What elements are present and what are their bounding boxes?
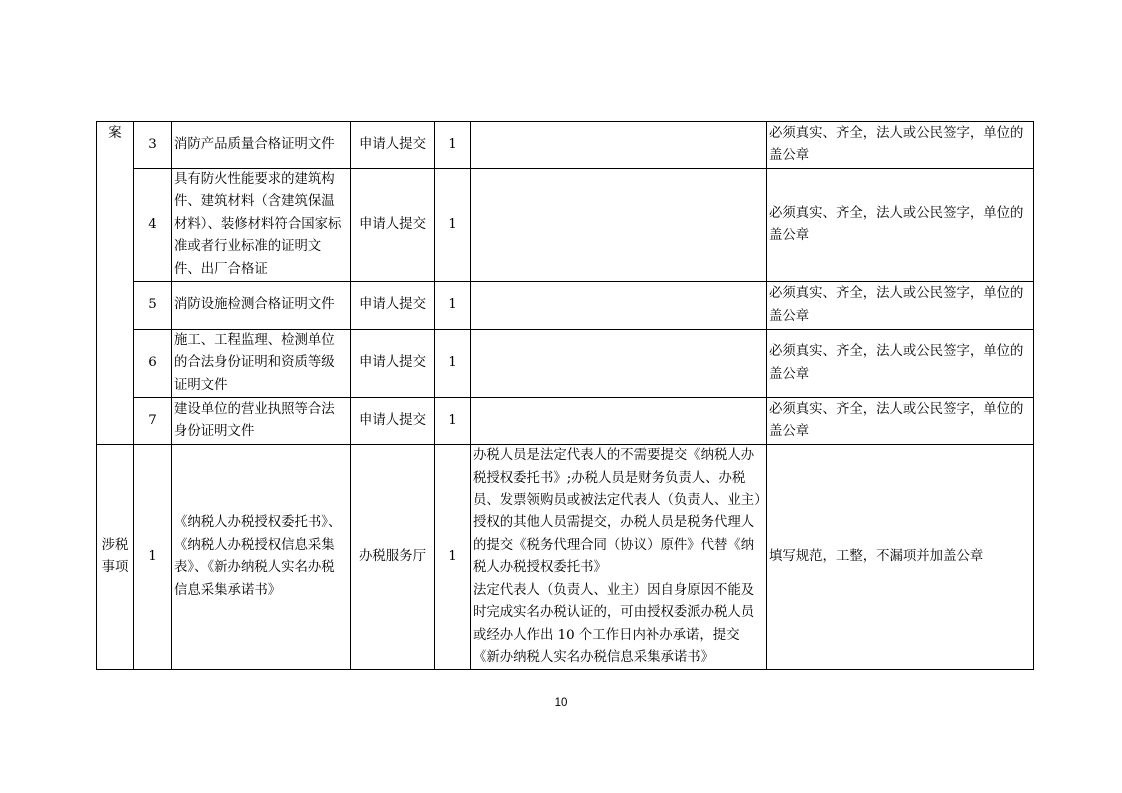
material-note xyxy=(471,282,767,330)
table-row xyxy=(97,122,1034,169)
material-requirement: 必须真实、齐全，法人或公民签字，单位的盖公章 xyxy=(767,330,1034,398)
material-note xyxy=(471,445,767,670)
category-cell: 案 xyxy=(97,122,134,445)
material-name: 具有防火性能要求的建筑构件、建筑材料（含建筑保温材料）、装修材料符合国家标准或者行业标准的证明文件、出厂合格证 xyxy=(172,169,351,282)
table-row xyxy=(97,445,1034,670)
material-quantity: 1 xyxy=(435,169,471,282)
material-requirement: 必须真实、齐全，法人或公民签字，单位的盖公章 xyxy=(767,122,1034,169)
material-quantity: 1 xyxy=(435,282,471,330)
material-source: 申请人提交 xyxy=(351,330,435,398)
materials-table xyxy=(96,121,1034,670)
category-cell: 涉税事项 xyxy=(97,445,134,670)
material-requirement: 必须真实、齐全，法人或公民签字，单位的盖公章 xyxy=(767,398,1034,445)
row-number: 6 xyxy=(134,330,172,398)
material-requirement: 必须真实、齐全，法人或公民签字，单位的盖公章 xyxy=(767,282,1034,330)
note-paragraph: 办税人员是法定代表人的不需要提交《纳税人办税授权委托书》;办税人员是财务负责人、办税员、发票领购员或被法定代表人（负责人、业主）授权的其他人员需提交，办税人员是税务代理人的提交《税务代理合同（协议）原件》代替《纳税人办税授权委托书》 xyxy=(473,448,761,576)
row-number: 5 xyxy=(134,282,172,330)
table-row xyxy=(97,398,1034,445)
material-source: 办税服务厅 xyxy=(351,445,435,670)
material-quantity: 1 xyxy=(435,398,471,445)
material-note xyxy=(471,122,767,169)
material-name: 消防产品质量合格证明文件 xyxy=(172,122,351,169)
row-number: 1 xyxy=(134,445,172,670)
note-paragraph: 法定代表人（负责人、业主）因自身原因不能及时完成实名办税认证的，可由授权委派办税人员或经办人作出 10 个工作日内补办承诺，提交《新办纳税人实名办税信息采集承诺书》 xyxy=(473,582,755,665)
material-quantity: 1 xyxy=(435,122,471,169)
table-row xyxy=(97,282,1034,330)
material-note xyxy=(471,169,767,282)
page-number: 10 xyxy=(554,697,568,709)
material-quantity: 1 xyxy=(435,330,471,398)
material-name: 消防设施检测合格证明文件 xyxy=(172,282,351,330)
table-row xyxy=(97,330,1034,398)
material-name: 施工、工程监理、检测单位的合法身份证明和资质等级证明文件 xyxy=(172,330,351,398)
material-source: 申请人提交 xyxy=(351,169,435,282)
material-quantity: 1 xyxy=(435,445,471,670)
material-requirement: 填写规范，工整，不漏项并加盖公章 xyxy=(767,445,1034,670)
row-number: 7 xyxy=(134,398,172,445)
material-requirement: 必须真实、齐全，法人或公民签字，单位的盖公章 xyxy=(767,169,1034,282)
material-note xyxy=(471,330,767,398)
row-number: 3 xyxy=(134,122,172,169)
material-source: 申请人提交 xyxy=(351,398,435,445)
table-row xyxy=(97,169,1034,282)
material-source: 申请人提交 xyxy=(351,282,435,330)
material-name: 建设单位的营业执照等合法身份证明文件 xyxy=(172,398,351,445)
material-note xyxy=(471,398,767,445)
material-name: 《纳税人办税授权委托书》、《纳税人办税授权信息采集表》、《新办纳税人实名办税信息采集承诺书》 xyxy=(172,445,351,670)
material-source: 申请人提交 xyxy=(351,122,435,169)
row-number: 4 xyxy=(134,169,172,282)
